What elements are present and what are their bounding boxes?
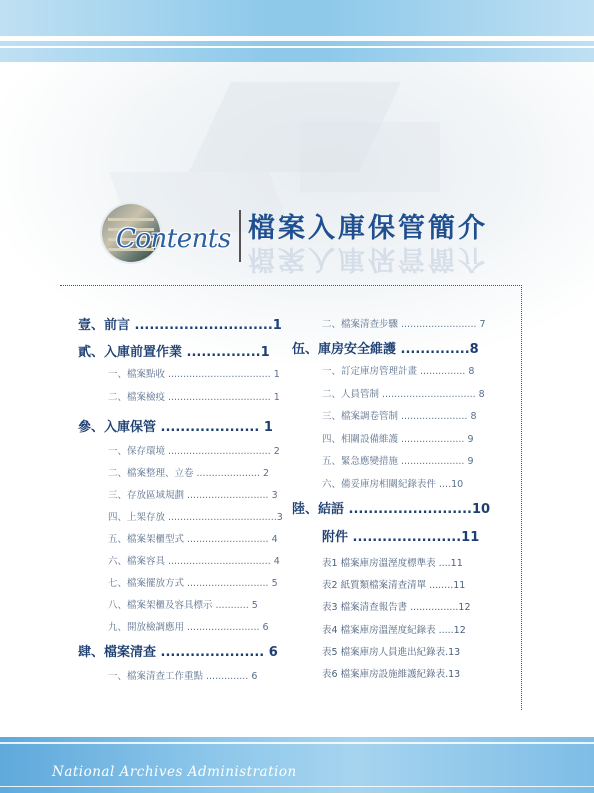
toc-subentry[interactable]: 四、相關設備維護 ..................... 9: [322, 434, 474, 445]
top-stripe-thin: [0, 46, 594, 48]
toc-subentry[interactable]: 二、檔案檢疫 .................................. 1: [108, 392, 280, 403]
toc-subentry[interactable]: 六、檔案容具 .................................. 4: [108, 556, 280, 567]
toc-subentry[interactable]: 三、存放區域規劃 ........................... 3: [108, 490, 278, 501]
toc-subentry[interactable]: 二、人員管制 ............................... 8: [322, 389, 485, 400]
toc-subentry[interactable]: 一、檔案清查工作重點 .............. 6: [108, 671, 258, 682]
toc-table-entry[interactable]: 表4 檔案庫房溫溼度紀錄表 .....12: [322, 625, 466, 636]
toc-entry[interactable]: 參、入庫保管 .................... 1: [78, 420, 273, 435]
page-title-reflection: 檔案入庫保管簡介: [248, 243, 488, 274]
toc-entry[interactable]: 肆、檔案清查 ..................... 6: [78, 645, 278, 660]
toc-subentry[interactable]: 九、開放檢調應用 ........................ 6: [108, 622, 269, 633]
page-title: 檔案入庫保管簡介: [248, 213, 488, 244]
bottom-stripe-thin: [0, 786, 594, 787]
toc-subentry[interactable]: 三、檔案調卷管制 ...................... 8: [322, 411, 477, 422]
toc-subentry[interactable]: 二、檔案清查步驟 ......................... 7: [322, 319, 486, 330]
toc-subentry[interactable]: 一、檔案點收 .................................. 1: [108, 369, 280, 380]
toc-subentry[interactable]: 二、檔案整理、立卷 ..................... 2: [108, 468, 269, 479]
toc-subentry[interactable]: 四、上架存放 ....................................3: [108, 512, 283, 523]
toc-subentry[interactable]: 一、保存環境 .................................. 2: [108, 446, 280, 457]
toc-subentry[interactable]: 八、檔案架櫃及容具標示 ........... 5: [108, 600, 258, 611]
title-area: [96, 200, 516, 280]
bottom-stripe: [0, 742, 594, 744]
top-stripe: [0, 36, 594, 41]
toc-table-entry[interactable]: 表6 檔案庫房設施維護紀錄表.13: [322, 669, 461, 680]
toc-subentry[interactable]: 六、備妥庫房相關紀錄表件 ....10: [322, 479, 464, 490]
toc-table-entry[interactable]: 表1 檔案庫房溫溼度標準表 ....11: [322, 558, 463, 569]
toc-entry[interactable]: 貳、入庫前置作業 ...............1: [78, 345, 270, 360]
toc-subentry[interactable]: 五、緊急應變措施 ..................... 9: [322, 456, 474, 467]
toc-subentry[interactable]: 七、檔案擺放方式 ........................... 5: [108, 578, 278, 589]
toc-entry[interactable]: 壹、前言 ............................1: [78, 318, 282, 333]
toc-table-entry[interactable]: 表5 檔案庫房人員進出紀錄表.13: [322, 647, 461, 658]
top-banner: [0, 0, 594, 62]
contents-heading: Contents: [116, 224, 231, 254]
toc-table-entry[interactable]: 表2 紙質類檔案清查清單 ........11: [322, 580, 466, 591]
toc-entry[interactable]: 伍、庫房安全維護 ..............8: [292, 342, 479, 357]
toc-subentry[interactable]: 五、檔案架櫃型式 ........................... 4: [108, 534, 278, 545]
footer-org-name: National Archives Administration: [52, 764, 297, 780]
toc-entry[interactable]: 陸、結語 .........................10: [292, 502, 491, 517]
toc-table-entry[interactable]: 表3 檔案清查報告書 ................12: [322, 602, 471, 613]
title-divider: [239, 210, 241, 262]
toc-entry-appendix[interactable]: 附件 ......................11: [322, 530, 480, 545]
toc-subentry[interactable]: 一、訂定庫房管理計畫 ............... 8: [322, 366, 475, 377]
